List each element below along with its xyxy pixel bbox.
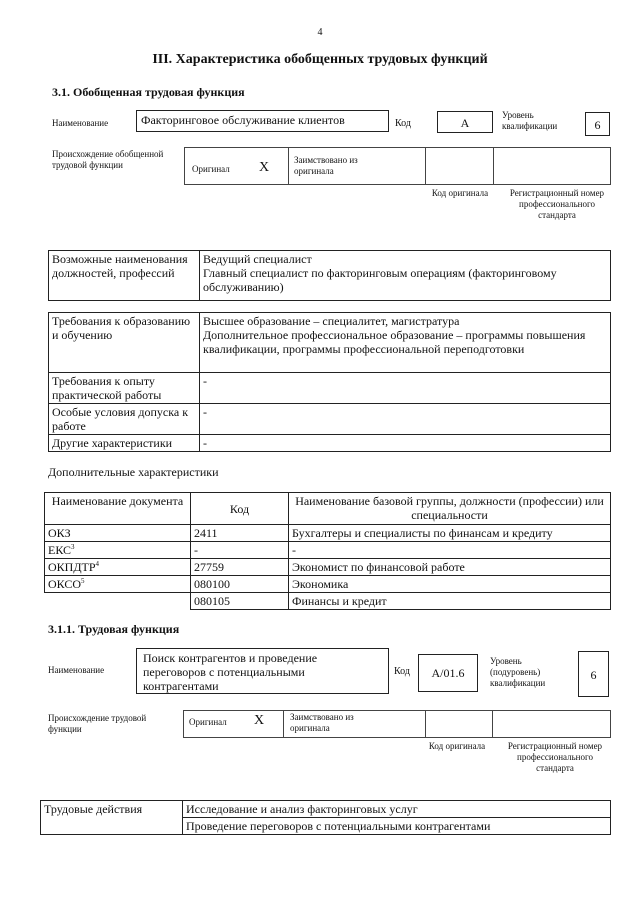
tf-code-label: Код	[394, 666, 410, 677]
gtf-reg-number-caption: Регистрационный номер профессионального стандарта	[509, 188, 605, 220]
actions-label: Трудовые действия	[41, 801, 183, 835]
gtf-level-label: Уровень квалификации	[502, 110, 558, 131]
additional-table	[44, 492, 611, 610]
row-doc-text: ОКЗ	[48, 526, 71, 540]
row-name: -	[289, 542, 611, 559]
tf-name-value: Поиск контрагентов и проведение переговоров с потенциальными контрагентами	[136, 648, 389, 694]
tf-original-mark: X	[254, 713, 265, 728]
gtf-code-value: А	[437, 111, 493, 133]
tf-origin-divider	[425, 710, 426, 738]
tf-origin-divider	[492, 710, 493, 738]
table-row	[45, 525, 611, 542]
gtf-level-value: 6	[585, 112, 610, 136]
gtf-code-label: Код	[395, 118, 411, 129]
additional-col-code: Код	[191, 493, 289, 525]
row-name: Бухгалтеры и специалисты по финансам и кредиту	[289, 525, 611, 542]
gtf-origin-box	[184, 147, 611, 185]
row-name: Финансы и кредит	[289, 593, 611, 610]
edu-label: Требования к образованию и обучению	[49, 313, 200, 373]
row-code: 27759	[191, 559, 289, 576]
tf-original-label: Оригинал	[189, 717, 227, 727]
tf-origin-divider	[283, 710, 284, 738]
other-label: Другие характеристики	[49, 435, 200, 452]
gtf-origin-label: Происхождение обобщенной трудовой функции	[52, 149, 164, 170]
row-code: 2411	[191, 525, 289, 542]
positions-table	[48, 250, 611, 301]
tf-borrowed-label: Заимствовано из оригинала	[290, 712, 354, 733]
table-row	[45, 576, 611, 593]
actions-table	[40, 800, 611, 835]
row-doc	[45, 542, 191, 559]
row-code: 080100	[191, 576, 289, 593]
row-doc-text: ОКПДТР	[48, 560, 96, 574]
requirements-table	[48, 312, 611, 452]
other-value: -	[200, 435, 611, 452]
gtf-code-original-caption: Код оригинала	[431, 188, 489, 198]
cond-label: Особые условия допуска к работе	[49, 404, 200, 435]
row-doc-text: ОКСО	[48, 577, 82, 591]
edu-line: Дополнительное профессиональное образование – программы повышения квалификации, программы профессиональной переподготовки	[203, 328, 586, 356]
tf-name-label: Наименование	[48, 665, 105, 675]
tf-reg-number-caption: Регистрационный номер профессионального стандарта	[507, 741, 603, 773]
gtf-borrowed-label: Заимствовано из оригинала	[294, 155, 358, 176]
row-code: -	[191, 542, 289, 559]
positions-label: Возможные наименования должностей, профессий	[49, 251, 200, 301]
gtf-origin-divider	[493, 147, 494, 185]
gtf-name-value: Факторинговое обслуживание клиентов	[136, 110, 389, 132]
exp-label: Требования к опыту практической работы	[49, 373, 200, 404]
row-doc	[45, 525, 191, 542]
positions-values	[200, 251, 611, 301]
gtf-original-label: Оригинал	[192, 164, 230, 174]
footnote-mark: 4	[95, 560, 100, 568]
row-doc	[45, 593, 191, 610]
gtf-origin-divider	[425, 147, 426, 185]
cond-value: -	[200, 404, 611, 435]
row-doc	[45, 559, 191, 576]
tf-code-original-caption: Код оригинала	[428, 741, 486, 751]
tf-level-label: Уровень (подуровень) квалификации	[490, 656, 546, 688]
exp-value: -	[200, 373, 611, 404]
gtf-origin-divider	[288, 147, 289, 185]
page-number: 4	[317, 27, 323, 38]
section-title: III. Характеристика обобщенных трудовых функций	[152, 52, 488, 67]
additional-heading: Дополнительные характеристики	[48, 465, 219, 479]
additional-col-doc: Наименование документа	[45, 493, 191, 525]
tf-level-value: 6	[578, 651, 609, 697]
row-doc-text: ЕКС	[48, 543, 72, 557]
tf-heading: 3.1.1. Трудовая функция	[48, 622, 180, 636]
positions-line: Ведущий специалист	[203, 252, 312, 266]
row-name: Экономист по финансовой работе	[289, 559, 611, 576]
gtf-original-mark: X	[259, 160, 270, 175]
footnote-mark: 3	[71, 543, 75, 551]
action-item: Проведение переговоров с потенциальными контрагентами	[183, 818, 611, 835]
table-row	[45, 542, 611, 559]
action-item: Исследование и анализ факторинговых услуг	[183, 801, 611, 818]
gtf-name-label: Наименование	[52, 118, 109, 128]
row-code: 080105	[191, 593, 289, 610]
table-row	[45, 593, 611, 610]
row-name: Экономика	[289, 576, 611, 593]
footnote-mark: 5	[81, 577, 85, 585]
tf-origin-label: Происхождение трудовой функции	[48, 713, 147, 734]
additional-col-name: Наименование базовой группы, должности (профессии) или специальности	[289, 493, 611, 525]
table-row	[45, 559, 611, 576]
edu-line: Высшее образование – специалитет, магистратура	[203, 314, 460, 328]
tf-code-value: А/01.6	[418, 654, 478, 692]
positions-line: Главный специалист по факторинговым операциям (факторинговому обслуживанию)	[203, 266, 557, 294]
edu-values	[200, 313, 611, 373]
row-doc	[45, 576, 191, 593]
tf-origin-box	[183, 710, 611, 738]
gtf-heading: 3.1. Обобщенная трудовая функция	[52, 85, 245, 99]
